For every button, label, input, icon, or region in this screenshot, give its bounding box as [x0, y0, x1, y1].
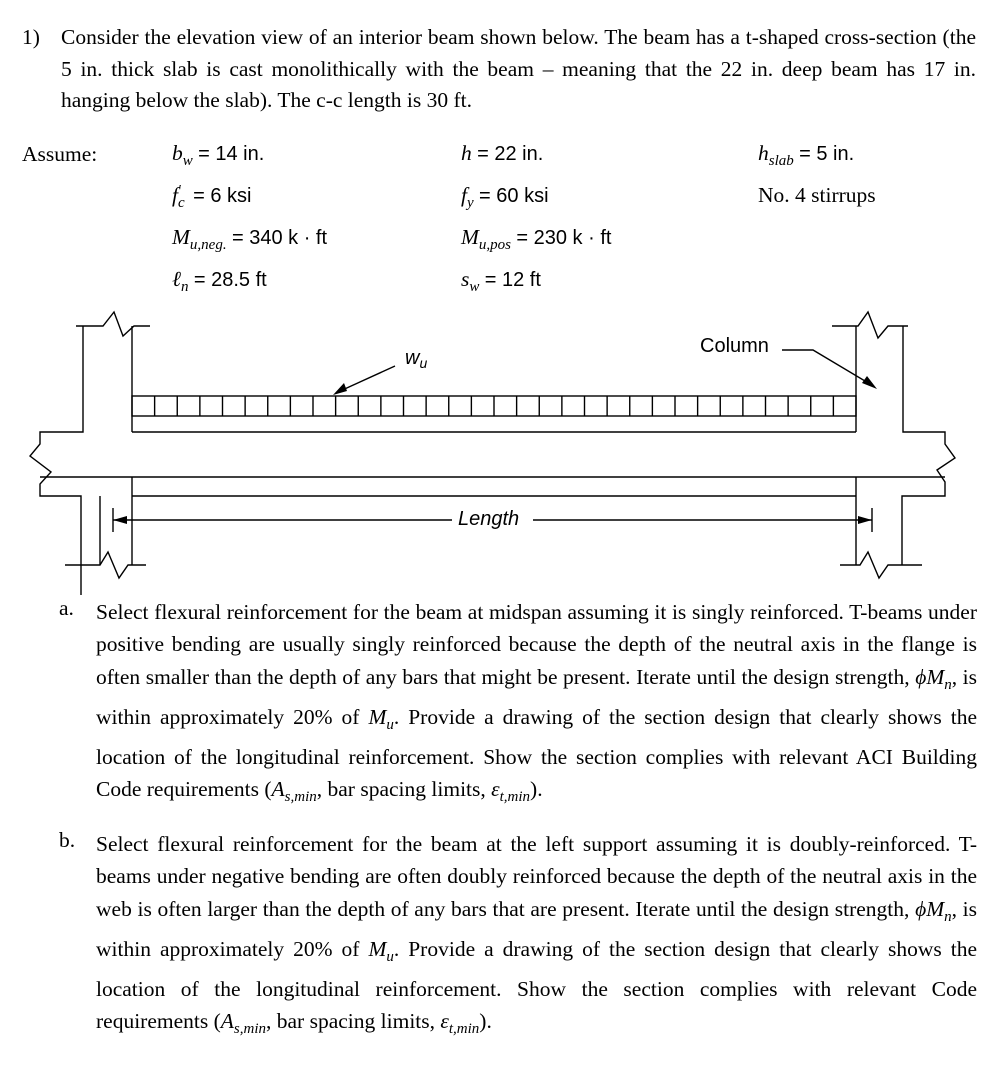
part-b-label: b.	[59, 828, 76, 852]
given-stirrups: No. 4 stirrups	[758, 183, 876, 207]
left-column-top-break	[76, 312, 150, 336]
given-mu-pos: $M_{u,pos} = 230$ k · ft	[461, 225, 612, 253]
right-column-top-break	[832, 312, 908, 338]
given-h: h = 22 in.	[461, 141, 544, 165]
given-sw: $s_w = 12$ ft	[461, 267, 541, 295]
right-column-top-right-edge	[902, 326, 955, 565]
given-fy: $f_y = 60$ ksi	[461, 183, 549, 211]
column-label: Column	[700, 335, 769, 357]
dimension-arrow-left	[113, 516, 127, 524]
load-label: wu	[405, 347, 428, 371]
assume-label: Assume:	[22, 142, 98, 166]
question-number: 1)	[22, 25, 40, 49]
column-leader-arrowhead	[862, 376, 877, 389]
dimension-arrow-right	[858, 516, 872, 524]
length-label: Length	[458, 508, 520, 530]
load-leader	[338, 366, 395, 392]
column-leader	[782, 350, 870, 384]
part-b-text: Select flexural reinforcement for the beam at the left support assuming it is doubly-reinforced. T-beams under negative bending are often doubly reinforced because the depth of the neutral axis in the web is often larger than the depth of any bars that are present. Iterate until the design strength, $\phi M_n$, is within approximately 20% of $M_u$. Provide a drawing of the section design that clearly shows the location of the longitudinal reinforcement. Show the section complies with relevant Code requirements ($A_{s,min}$, bar spacing limits, $\varepsilon_{t,min}$).	[96, 832, 978, 1038]
left-column-top-left-edge	[30, 326, 83, 595]
part-a-text: Select flexural reinforcement for the beam at midspan assuming it is singly reinforced. T-beams under positive bending are usually singly reinforced because the depth of the neutral axis in the flange is often smaller than the depth of any bars that might be present. Iterate until the design strength, $\phi M_n$, is within approximately 20% of $M_u$. Provide a drawing of the section design that clearly shows the location of the longitudinal reinforcement. Show the section complies with relevant ACI Building Code requirements ($A_{s,min}$, bar spacing limits, $\varepsilon_{t,min}$).	[96, 600, 978, 806]
left-column-bottom-break	[65, 552, 146, 578]
load-leader-arrowhead	[333, 383, 347, 395]
given-bw: $b_w = 14$ in.	[172, 141, 265, 169]
given-fc: $f_c' = 6$ ksi	[172, 183, 252, 211]
given-hslab: $h_{slab} = 5$ in.	[758, 141, 855, 169]
load-strip-dividers	[155, 396, 834, 416]
part-a-label: a.	[59, 596, 74, 620]
right-column-bottom-break	[840, 552, 922, 578]
question-text: Consider the elevation view of an interior beam shown below. The beam has a t-shaped cross-section (the 5 in. thick slab is cast monolithically with the beam – meaning that the 22 in. deep beam has 17 in. hanging below the slab). The c-c length is 30 ft.	[61, 25, 976, 112]
given-ln: ℓ$_n$ = 28.5 ft	[172, 267, 267, 295]
given-mu-neg: $M_{u,neg.} = 340$ k · ft	[172, 225, 328, 253]
